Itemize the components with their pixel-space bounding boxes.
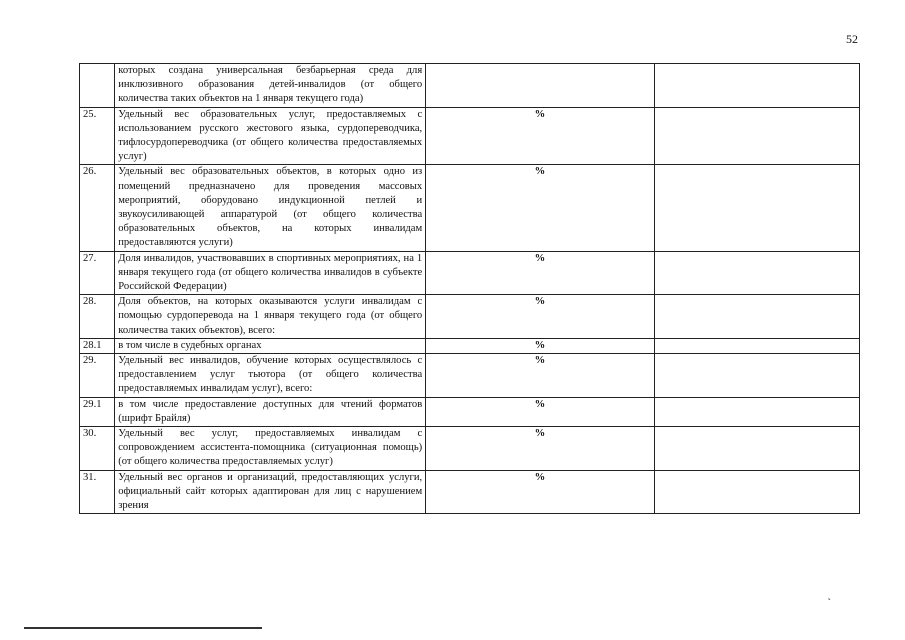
row-value (654, 64, 859, 108)
table-row (80, 165, 860, 251)
scan-artifact-mark: ˛ (828, 590, 831, 600)
row-description: Удельный вес образовательных услуг, предоставляемых с использованием русского жестового языка, сурдопереводчика, тифлосурдопереводчика (от общего количества предоставляемых услуг) (115, 107, 426, 165)
row-unit: % (426, 165, 654, 251)
row-description: которых создана универсальная безбарьерная среда для инклюзивного образования детей-инвалидов (от общего количества таких объектов на 1 января текущего года) (115, 64, 426, 108)
row-number: 25. (80, 107, 115, 165)
row-value (654, 107, 859, 165)
row-unit: % (426, 397, 654, 426)
table-row (80, 251, 860, 295)
indicators-table (79, 63, 860, 514)
row-description: Доля инвалидов, участвовавших в спортивных мероприятиях, на 1 января текущего года (от общего количества инвалидов в субъекте Российской Федерации) (115, 251, 426, 295)
row-unit: % (426, 295, 654, 339)
row-unit: % (426, 338, 654, 353)
table-row (80, 397, 860, 426)
row-description: в том числе предоставление доступных для чтений форматов (шрифт Брайля) (115, 397, 426, 426)
row-number: 26. (80, 165, 115, 251)
row-unit: % (426, 354, 654, 398)
row-number: 31. (80, 470, 115, 514)
row-value (654, 470, 859, 514)
row-value (654, 338, 859, 353)
row-number (80, 64, 115, 108)
row-value (654, 295, 859, 339)
row-number: 27. (80, 251, 115, 295)
row-value (654, 427, 859, 471)
row-value (654, 251, 859, 295)
table-row (80, 354, 860, 398)
table-row (80, 427, 860, 471)
row-value (654, 397, 859, 426)
row-description: Удельный вес образовательных объектов, в которых одно из помещений предназначено для проведения массовых мероприятий, оборудовано индукционной петлей и звукоусиливающей аппаратурой (от общего количества образовательных объектов, на которых инвалидам предоставляются услуги) (115, 165, 426, 251)
row-unit: % (426, 251, 654, 295)
row-description: в том числе в судебных органах (115, 338, 426, 353)
table-row (80, 470, 860, 514)
row-description: Удельный вес услуг, предоставляемых инвалидам с сопровождением ассистента-помощника (ситуационная помощь) (от общего количества предоставляемых услуг) (115, 427, 426, 471)
table-row (80, 295, 860, 339)
row-value (654, 165, 859, 251)
row-number: 29.1 (80, 397, 115, 426)
scan-artifact-line (24, 627, 262, 629)
row-number: 29. (80, 354, 115, 398)
row-description: Доля объектов, на которых оказываются услуги инвалидам с помощью сурдоперевода на 1 января текущего года (от общего количества таких объектов), всего: (115, 295, 426, 339)
row-number: 28. (80, 295, 115, 339)
row-number: 28.1 (80, 338, 115, 353)
page-number: 52 (846, 32, 858, 46)
table-row (80, 64, 860, 108)
row-description: Удельный вес органов и организаций, предоставляющих услуги, официальный сайт которых адаптирован для лиц с нарушением зрения (115, 470, 426, 514)
row-unit: % (426, 470, 654, 514)
table-row (80, 338, 860, 353)
row-unit: % (426, 107, 654, 165)
row-description: Удельный вес инвалидов, обучение которых осуществлялось с предоставлением услуг тьютора (от общего количества предоставляемых инвалидам услуг), всего: (115, 354, 426, 398)
table-row (80, 107, 860, 165)
row-unit (426, 64, 654, 108)
row-unit: % (426, 427, 654, 471)
row-value (654, 354, 859, 398)
row-number: 30. (80, 427, 115, 471)
